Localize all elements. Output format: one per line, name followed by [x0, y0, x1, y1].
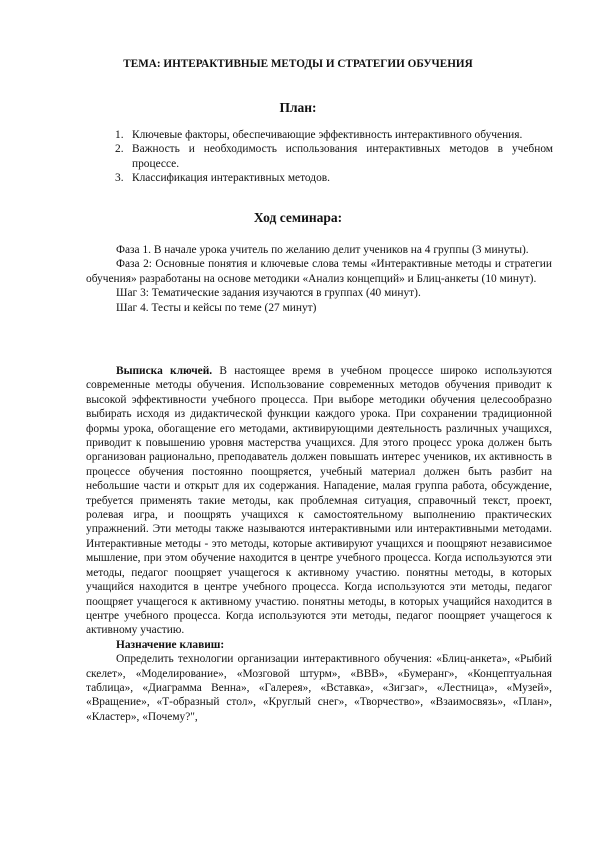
- phase-paragraph: Шаг 4. Тесты и кейсы по теме (27 минут): [116, 301, 317, 314]
- plan-list: [115, 128, 553, 186]
- document-topic: ТЕМА: ИНТЕРАКТИВНЫЕ МЕТОДЫ И СТРАТЕГИИ ОБУЧЕНИЯ: [123, 58, 473, 70]
- phase-paragraph: Фаза 2: Основные понятия и ключевые слова темы «Интерактивные методы и стратегии обучения» разработаны на основе методики «Анализ концепций» и Блиц-анкеты (10 минут).: [86, 258, 552, 285]
- seminar-title: Ход семинара:: [253, 210, 343, 225]
- plan-item-number: 1.: [115, 129, 124, 141]
- plan-item-text: Важность и необходимость использования интерактивных методов в учебном процессе.: [132, 143, 553, 170]
- plan-item: [115, 171, 553, 185]
- keys-heading: Выписка ключей.: [116, 365, 213, 377]
- plan-item-text: Ключевые факторы, обеспечивающие эффективность интерактивного обучения.: [132, 129, 523, 141]
- keys-text: В настоящее время в учебном процессе широко используются современные методы обучения. Использование современных методов обучения приводит к высокой эффективности учебного процесса. При выборе методики обучения целесообразно выбирать исходя из дидактической функции каждого урока. При сохранении традиционной формы урока, обогащение его методами, активирующими деятельность различных учащихся, приводит к повышению уровня мастерства учащихся. Для этого процесс урока должен быть организован рационально, преподаватель должен повышать интерес учеников, их активность в процессе обучения постоянно поощряется, учебный материал должен быть разбит на небольшие части и открыт для их содержания. Нападение, малая группа работа, обсуждение, требуется применять такие методы, как проблемная ситуация, справочный текст, проект, ролевая игра, и поощрять учащихся к самостоятельному выполнению практических упражнений. Эти методы также называются интерактивными или интерактивными методами. Интерактивные методы - это методы, которые активируют учащихся и поощряют независимое мышление, при этом обучение находится в центре учебного процесса. Когда используются эти методы, педагог поощряет учащегося к активному участию. понятны методы, в которых учащийся находится в центре учебного процесса. Когда используются эти методы, педагог поощряет учащегося к активному участию. понятны методы, в которых учащийся находится в центре учебного процесса. Когда используются эти методы, педагог поощряет учащегося к активному участию.: [86, 365, 552, 637]
- plan-item: [115, 128, 553, 142]
- seminar-phases: [86, 243, 552, 315]
- plan-title: План:: [279, 100, 317, 115]
- phase-paragraph: Фаза 1. В начале урока учитель по желанию делит учеников на 4 группы (3 минуты).: [116, 244, 529, 256]
- keys-assignment-text: Определить технологии организации интерактивного обучения: «Блиц-анкета», «Рыбий скелет», «Моделирование», «Мозговой штурм», «ВВВ», «Бумеранг», «Концептуальная таблица», «Диаграмма Венна», «Галерея», «Вставка», «Зигзаг», «Лестница», «Музей», «Вращение», «Т-образный стол», «Круглый снег», «Творчество», «Взаимосвязь», «План», «Кластер», «Почему?",: [86, 653, 552, 723]
- main-text: [86, 364, 552, 724]
- keys-paragraph: [86, 364, 552, 638]
- plan-item-text: Классификация интерактивных методов.: [132, 172, 330, 185]
- plan-item-number: 3.: [115, 172, 124, 185]
- keys-assignment-heading: Назначение клавиш:: [116, 638, 225, 651]
- phase-paragraph: Шаг 3: Тематические задания изучаются в группах (40 минут).: [116, 287, 421, 300]
- plan-item-number: 2.: [115, 143, 124, 156]
- plan-item: [115, 142, 553, 171]
